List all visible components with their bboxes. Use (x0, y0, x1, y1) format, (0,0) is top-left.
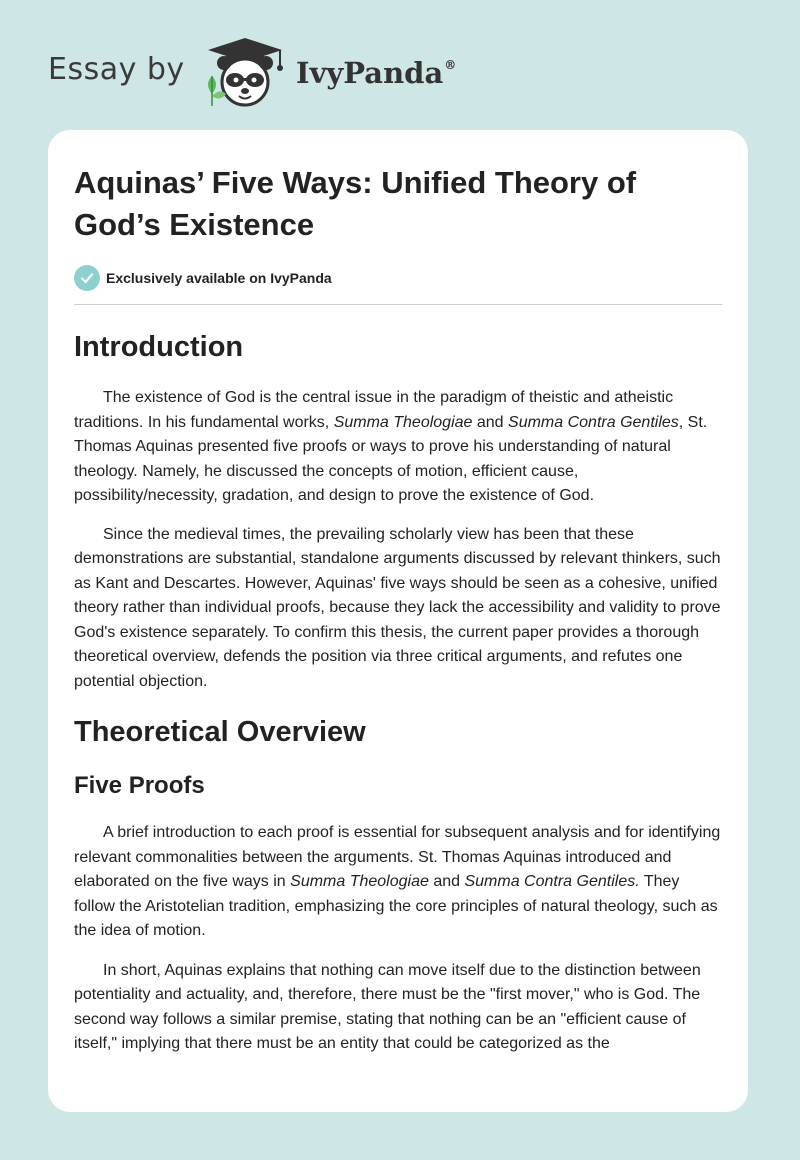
text-run: , St. Thomas Aquinas presented five proofs or ways to prove his understanding of natural theology. Namely, he discussed the concepts of motion, efficient cause, possibility/necessity, gradation, and design to prove the existence of God. (74, 413, 708, 504)
check-circle-icon (74, 265, 100, 291)
title-divider (74, 304, 722, 305)
text-run: They follow the Aristotelian tradition, emphasizing the core principles of natural theology, such as the idea of motion. (74, 873, 718, 939)
text-run: The existence of God is the central issue in the paradigm of theistic and atheistic traditions. In his fundamental works, (74, 389, 674, 431)
italic-title: Summa Theologiae (290, 873, 429, 890)
text-run: and (472, 413, 509, 431)
article-card (48, 130, 748, 1112)
paragraph: In short, Aquinas explains that nothing can move itself due to the distinction between potentiality and actuality, and, therefore, there must be the "first mover," who is God. The second way follows a similar premise, stating that nothing can be an "efficient cause of itself," implying that there must be an entity that could be categorized as the (74, 961, 701, 1052)
paragraph (74, 821, 724, 944)
paragraph (74, 386, 724, 509)
site-header (48, 36, 548, 108)
text-run: A brief introduction to each proof is essential for subsequent analysis and for identifying relevant commonalities between the arguments. St. Thomas Aquinas introduced and elaborated on the five ways in (74, 824, 721, 890)
section-heading-introduction: Introduction (74, 331, 244, 363)
panda-logo-icon[interactable] (200, 36, 290, 108)
italic-title: Summa Theologiae (333, 413, 473, 431)
essay-by-label: Essay by (48, 52, 185, 87)
section-heading-theoretical-overview: Theoretical Overview (74, 716, 366, 748)
exclusive-label: Exclusively available on IvyPanda (106, 270, 332, 286)
text-run: and (428, 873, 465, 890)
paragraph: Since the medieval times, the prevailing scholarly view has been that these demonstrations are substantial, standalone arguments discussed by relevant thinkers, such as Kant and Descartes. However, Aquinas' five ways should be seen as a cohesive, unified theory rather than individual proofs, because they lack the accessibility and validity to prove God's existence separately. To confirm this thesis, the current paper provides a thorough theoretical overview, defends the position via three critical arguments, and refutes one potential objection. (74, 525, 721, 690)
italic-title: Summa Contra Gentiles (508, 413, 679, 431)
subsection-heading-five-proofs: Five Proofs (74, 772, 205, 799)
italic-title: Summa Contra Gentiles. (464, 873, 640, 890)
exclusive-badge (74, 264, 724, 292)
brand-text: IvyPanda (296, 56, 444, 90)
brand-name[interactable] (296, 56, 456, 90)
registered-mark: ® (444, 58, 457, 72)
article-title: Aquinas’ Five Ways: Unified Theory of God’s Existence (74, 165, 637, 242)
article-content (74, 162, 724, 1057)
